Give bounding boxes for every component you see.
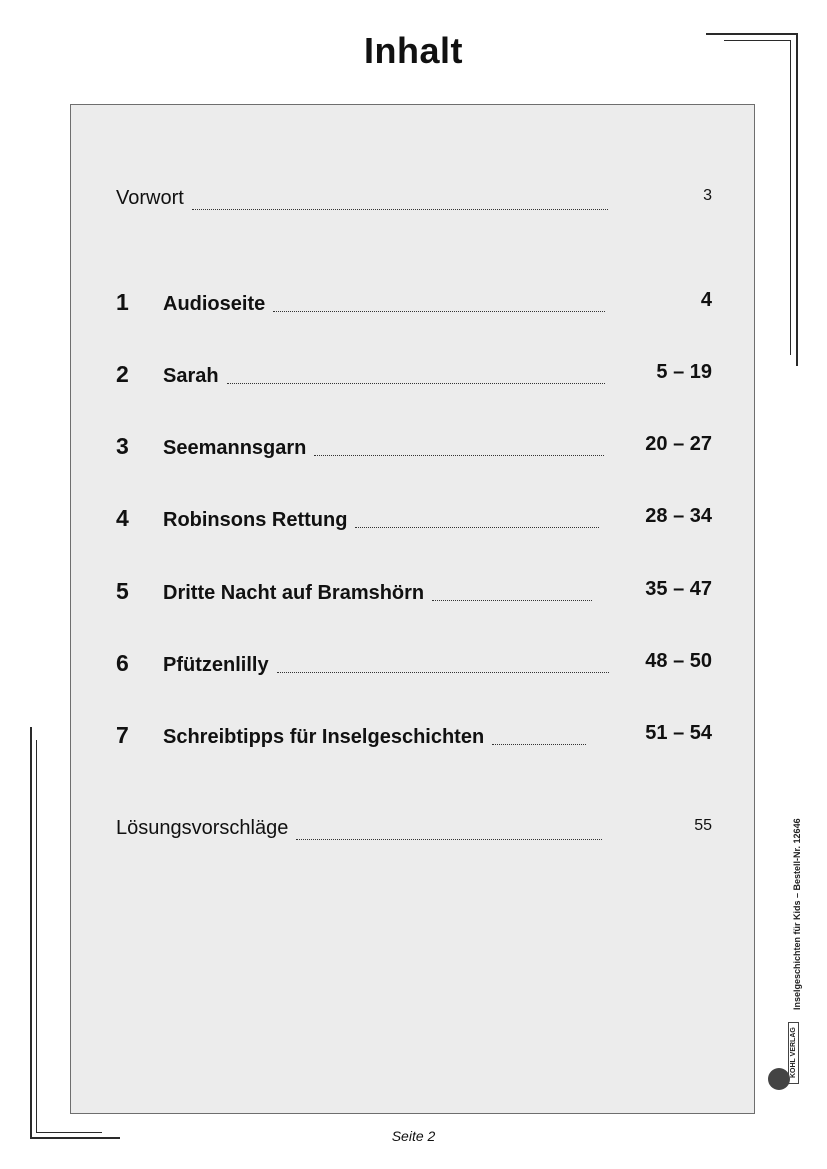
leader-dots — [296, 839, 602, 840]
corner-line-bottom-left-inner-v — [36, 740, 37, 1133]
leader-dots — [492, 744, 586, 745]
order-info: Inselgeschichten für Kids – Bestell-Nr. 12646 — [792, 818, 802, 1010]
logo-wordmark: KOHL VERLAG — [788, 1022, 799, 1084]
chapter-pages: 51 – 54 — [645, 722, 712, 744]
chapter-title: Audioseite — [163, 293, 266, 315]
toc-panel — [70, 104, 755, 1114]
chapter-pages: 4 — [700, 289, 712, 311]
toc-entry-outro[interactable] — [116, 817, 712, 847]
toc-chapter-3[interactable] — [116, 433, 712, 463]
chapter-pages: 28 – 34 — [645, 505, 712, 527]
leader-dots — [273, 311, 605, 312]
corner-line-top-right-outer-h — [706, 33, 798, 35]
corner-line-bottom-left-outer-v — [30, 727, 32, 1139]
leader-dots — [432, 600, 592, 601]
toc-chapter-7[interactable] — [116, 722, 712, 752]
leader-dots — [277, 672, 609, 673]
toc-entry-pages: 55 — [694, 817, 712, 834]
chapter-pages: 20 – 27 — [645, 433, 712, 455]
chapter-number: 5 — [116, 578, 129, 604]
leader-dots — [192, 209, 608, 210]
chapter-number: 1 — [116, 289, 129, 315]
toc-entry-intro[interactable] — [116, 187, 712, 217]
corner-line-top-right-outer-v — [796, 33, 798, 366]
toc-chapter-5[interactable] — [116, 578, 712, 608]
leader-dots — [227, 383, 605, 384]
chapter-number: 3 — [116, 433, 129, 459]
toc-chapter-2[interactable] — [116, 361, 712, 391]
toc-entry-label: Lösungsvorschläge — [116, 817, 289, 839]
chapter-number: 2 — [116, 361, 129, 387]
toc-entry-label: Vorwort — [116, 187, 184, 209]
chapter-pages: 35 – 47 — [645, 578, 712, 600]
chapter-number: 4 — [116, 505, 129, 531]
publisher-logo — [768, 1022, 800, 1092]
logo-mark-icon — [768, 1068, 790, 1090]
toc-entry-pages: 3 — [703, 187, 712, 204]
leader-dots — [314, 455, 604, 456]
chapter-pages: 5 – 19 — [656, 361, 712, 383]
chapter-number: 7 — [116, 722, 129, 748]
toc-chapter-4[interactable] — [116, 505, 712, 535]
page-title: Inhalt — [364, 30, 463, 71]
page-number: Seite 2 — [391, 1128, 436, 1144]
toc-chapter-6[interactable] — [116, 650, 712, 680]
chapter-pages: 48 – 50 — [645, 650, 712, 672]
corner-line-top-right-inner-h — [724, 40, 791, 41]
chapter-title: Seemannsgarn — [163, 437, 307, 459]
toc-chapter-1[interactable] — [116, 289, 712, 319]
corner-line-top-right-inner-v — [790, 40, 791, 355]
chapter-title: Schreibtipps für Inselgeschichten — [163, 726, 485, 748]
chapter-number: 6 — [116, 650, 129, 676]
chapter-title: Dritte Nacht auf Bramshörn — [163, 582, 425, 604]
chapter-title: Sarah — [163, 365, 219, 387]
leader-dots — [355, 527, 599, 528]
chapter-title: Pfützenlilly — [163, 654, 269, 676]
chapter-title: Robinsons Rettung — [163, 509, 348, 531]
